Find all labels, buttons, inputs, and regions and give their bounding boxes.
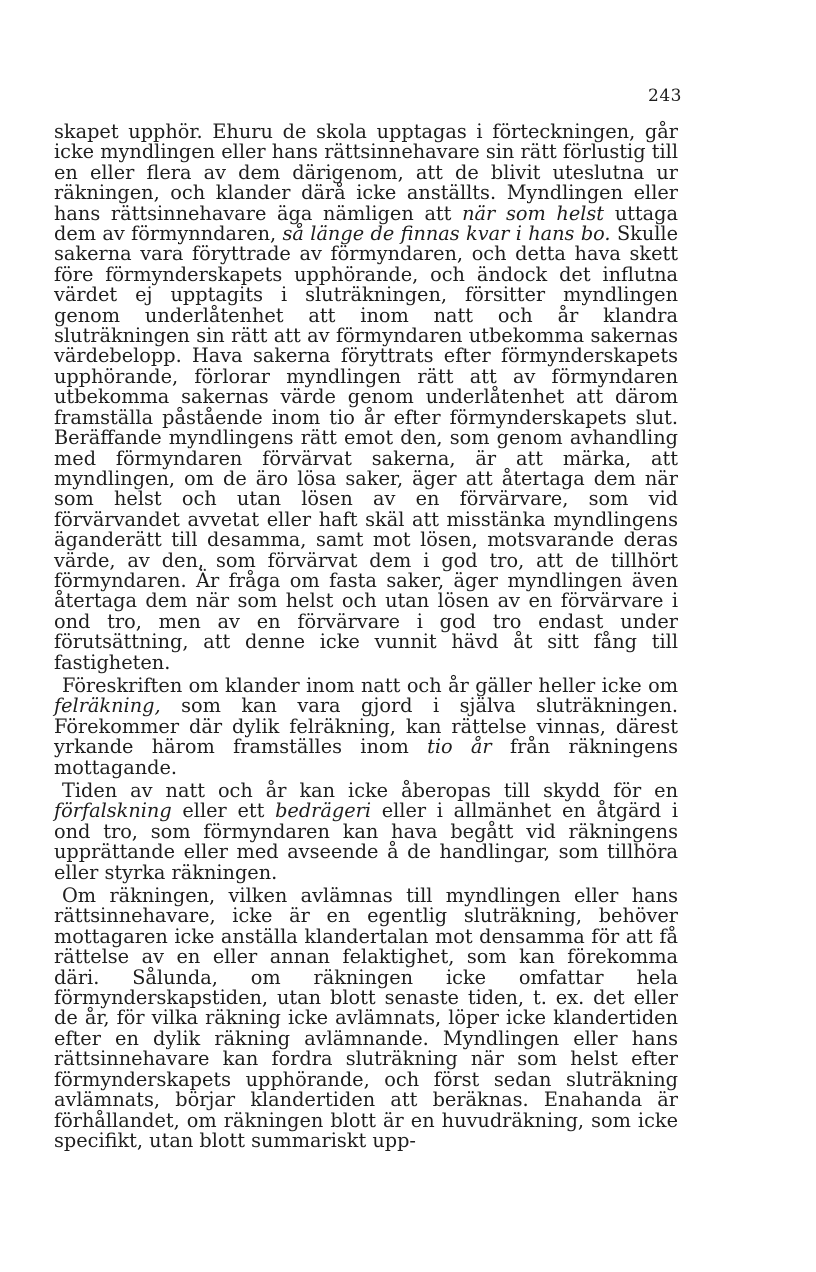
emphasis-segment: tio år: [427, 735, 492, 759]
emphasis-segment: så länge de finnas kvar i hans bo.: [282, 222, 611, 246]
text-segment: skapet upphör. Ehuru de skola upptagas i förteckningen, går icke myndlingen eller hans rättsinnehavare sin rätt förlustig till en eller flera av dem därigenom, att de blivit uteslutna ur räkningen, och klander därå icke anställts. Myndlingen eller hans rättsinnehavare äga nämligen att: [54, 120, 678, 225]
paragraph-3: [54, 781, 678, 883]
text-segment: Om räkningen, vilken avlämnas till myndlingen eller hans rättsinnehavare, icke är en egentlig sluträkning, behöver mottagaren icke anställa klandertalan mot densamma för att få rättelse av en eller annan felaktighet, som kan förekomma däri. Sålunda, om räkningen icke omfattar hela förmynderskapstiden, utan blott senaste tiden, t. ex. det eller de år, för vilka räkning icke avlämnats, löper icke klandertiden efter en dylik räkning avlämnande. Myndlingen eller hans rättsinnehavare kan fordra sluträkning när som helst efter förmynderskapets upphörande, och först sedan sluträkning avlämnats, börjar klandertiden att beräknas. Enahanda är förhållandet, om räkningen blott är en huvudräkning, som icke specifikt, utan blott summariskt upp-: [54, 884, 678, 1152]
text-segment: Föreskriften om klander inom natt och år gäller heller icke om: [62, 673, 678, 697]
emphasis-segment: felräkning,: [54, 694, 161, 718]
text-segment: från räkningens mottagande.: [54, 735, 678, 779]
emphasis-segment: bedrägeri: [275, 799, 372, 823]
emphasis-segment: när som helst: [462, 201, 605, 225]
text-segment: eller ett: [171, 799, 276, 823]
paragraph-2: [54, 673, 678, 779]
text-segment: Tiden av natt och år kan icke åberopas till skydd för en: [62, 779, 678, 802]
emphasis-segment: förfalskning: [54, 799, 172, 823]
text-segment: Skulle sakerna vara föryttrade av förmyndaren, och detta hava skett före förmynderskapets upphörande, och ändock det influtna värdet ej upptagits i sluträkningen, försitter myndlingen genom underlåtenhet att inom natt och år klandra sluträkningen sin rätt att av förmyndaren utbekomma sakernas värdebelopp. Hava sakerna föryttrats efter förmynderskapets upphörande, förlorar myndlingen rätt att av förmyndaren utbekomma sakernas värde genom underlåtenhet att därom framställa påstående inom tio år efter förmynderskapets slut. Beräffande myndlingens rätt emot den, som genom avhandling med förmyndaren förvärvat sakerna, är att märka, att myndlingen, om de äro lösa saker, äger att återtaga dem när som helst och utan lösen av en förvärvare, som vid förvärvandet avvetat eller haft skäl att misstänka myndlingens äganderätt till desamma, samt mot lösen, motsvarande deras värde, av den, som förvärvat dem i god tro, att de tillhört förmyndaren. Är fråga om fasta saker, äger myndlingen även återtaga dem när som helst och utan lösen av en förvärvare i ond tro, men av en förvärvare i god tro endast under förutsättning, att denne icke vunnit hävd åt sitt fång till fastigheten.: [54, 222, 678, 674]
text-segment: uttaga dem av förmynndaren,: [54, 201, 678, 246]
paragraph-4: [54, 886, 678, 1151]
paragraph-1: [54, 122, 678, 673]
body-text: [54, 122, 678, 1151]
text-segment: eller i allmänhet en åtgärd i ond tro, som förmyndaren kan hava begått vid räkningens upprättande eller med avseende å de handlingar, som tillhöra eller styrka räkningen.: [54, 799, 678, 884]
page-number: 243: [648, 86, 682, 106]
text-segment: som kan vara gjord i själva sluträkningen. Förekommer där dylik felräkning, kan rättelse vinnas, därest yrkande härom framställes inom: [54, 694, 678, 759]
